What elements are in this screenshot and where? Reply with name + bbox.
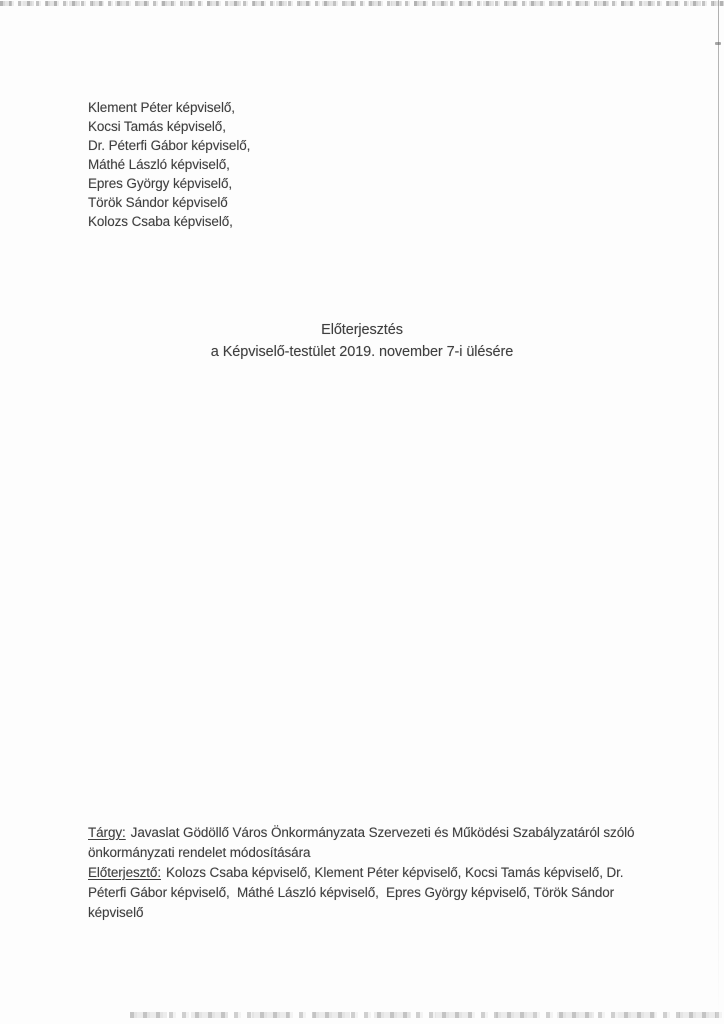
presenter-text-1: Kolozs Csaba képviselő, Klement Péter képviselő, Kocsi Tamás képviselő, Dr. (165, 865, 624, 880)
presenter-line-1 (88, 863, 678, 883)
recipient-line: Kolozs Csaba képviselő, (88, 214, 233, 229)
recipient-line: Klement Péter képviselő, (88, 100, 235, 115)
document-title: Előterjesztés (321, 322, 403, 338)
presenter-line-2: Péterfi Gábor képviselő, Máthé László képviselő, Epres György képviselő, Török Sándor (88, 885, 615, 900)
recipient-line: Máthé László képviselő, (88, 157, 230, 172)
scan-artifact-bottom-edge (130, 1012, 724, 1018)
document-subtitle: a Képviselő-testület 2019. november 7-i ülésére (210, 344, 514, 360)
recipient-line: Török Sándor képviselő (88, 195, 228, 210)
presenter-line-3: képviselő (88, 905, 144, 920)
subject-paragraph (88, 823, 678, 863)
presenter-label: Előterjesztő: (88, 865, 161, 880)
scan-artifact-right-tick (715, 42, 721, 45)
subject-line-2: önkormányzati rendelet módosítására (88, 845, 311, 860)
footer-block (88, 823, 678, 923)
scan-artifact-right-edge (718, 0, 719, 1024)
recipient-list (88, 98, 250, 231)
recipient-line: Epres György képviselő, (88, 176, 233, 191)
scan-artifact-top-edge (0, 1, 724, 6)
recipient-line: Dr. Péterfi Gábor képviselő, (88, 138, 251, 153)
recipient-line: Kocsi Tamás képviselő, (88, 119, 226, 134)
subject-text-1: Javaslat Gödöllő Város Önkormányzata Szervezeti és Működési Szabályzatáról szóló (130, 825, 635, 840)
subject-line-1 (88, 823, 678, 843)
title-block (0, 319, 724, 363)
presenter-paragraph (88, 863, 678, 923)
subject-label: Tárgy: (88, 825, 126, 840)
